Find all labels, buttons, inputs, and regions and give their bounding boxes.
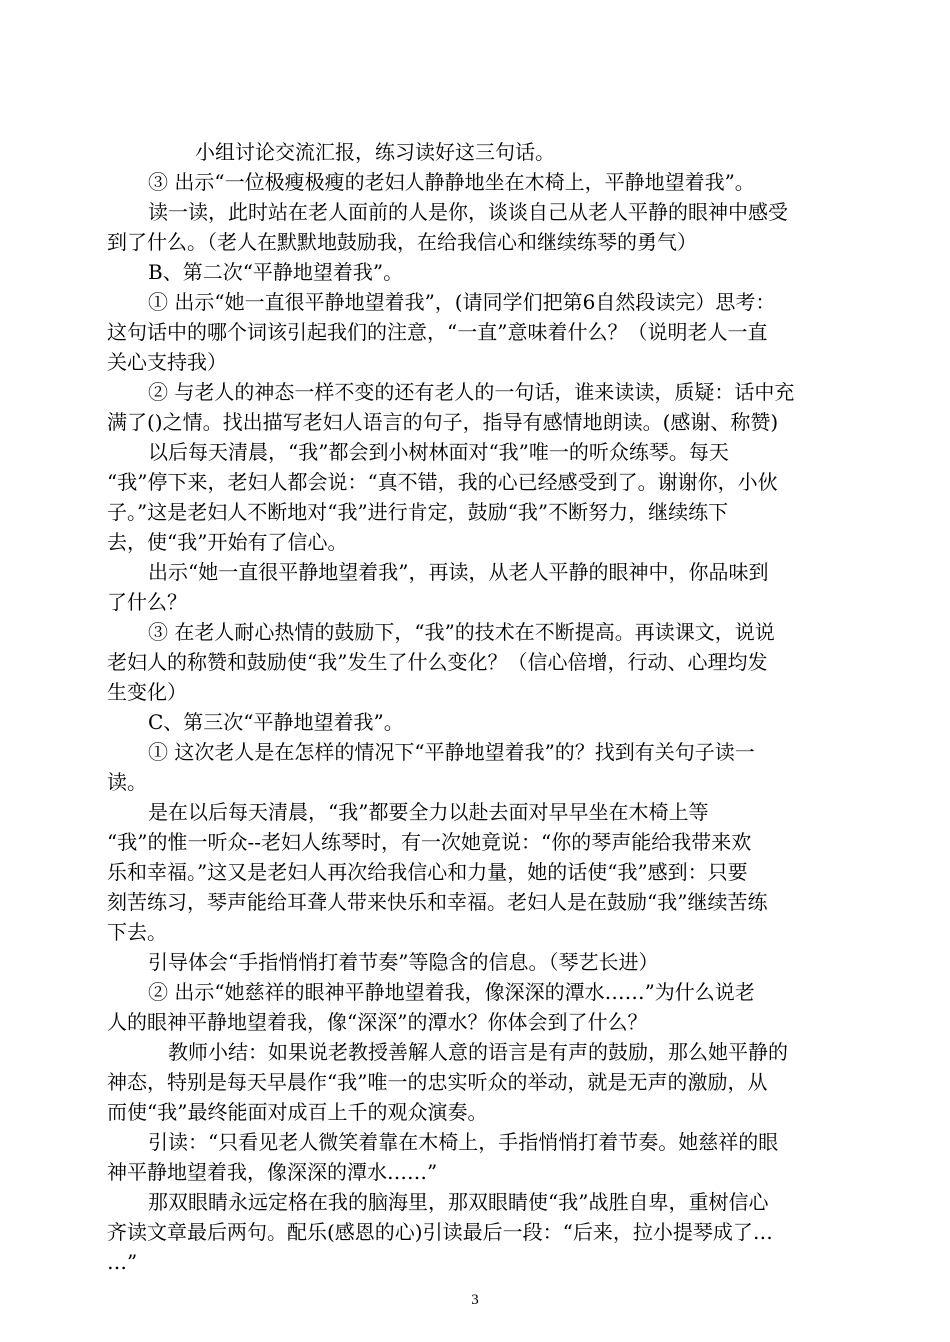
text-line: ③ 在老人耐心热情的鼓励下，“我”的技术在不断提高。再读课文，说说 xyxy=(148,620,775,644)
text-line: 子。”这是老妇人不断地对“我”进行肯定，鼓励“我”不断努力，继续练下 xyxy=(107,500,729,524)
text-line: 老妇人的称赞和鼓励使“我”发生了什么变化？（信心倍增，行动、心理均发 xyxy=(107,650,768,674)
text-line: 引导体会“手指悄悄打着节奏”等隐含的信息。（琴艺长进） xyxy=(148,950,659,974)
text-line: 齐读文章最后两句。配乐(感恩的心)引读最后一段：“后来，拉小提琴成了… xyxy=(107,1220,773,1244)
text-line: “我”停下来，老妇人都会说：“真不错，我的心已经感受到了。谢谢你，小伙 xyxy=(107,470,778,494)
text-line: ③ 出示“一位极瘦极瘦的老妇人静静地坐在木椅上，平静地望着我”。 xyxy=(148,170,755,194)
text-line: ② 与老人的神态一样不变的还有老人的一句话，谁来读读，质疑：话中充 xyxy=(148,380,795,404)
text-line: 下去。 xyxy=(107,920,167,944)
text-line: C、第三次“平静地望着我”。 xyxy=(148,710,404,734)
text-line: 神平静地望着我，像深深的潭水……” xyxy=(107,1160,438,1184)
text-line: 人的眼神平静地望着我，像“深深”的潭水？你体会到了什么？ xyxy=(107,1010,648,1034)
text-line: B、第二次“平静地望着我”。 xyxy=(148,260,404,284)
text-line: 而使“我”最终能面对成百上千的观众演奏。 xyxy=(107,1100,488,1124)
text-line: 满了()之情。找出描写老妇人语言的句子，指导有感情地朗读。(感谢、称赞) xyxy=(107,410,779,434)
text-line: 到了什么。（老人在默默地鼓励我，在给我信心和继续练琴的勇气） xyxy=(107,230,697,254)
text-line: 是在以后每天清晨，“我”都要全力以赴去面对早早坐在木椅上等 xyxy=(148,800,709,824)
text-line: 神态，特别是每天早晨作“我”唯一的忠实听众的举动，就是无声的激励，从 xyxy=(107,1070,768,1094)
text-line: 读一读，此时站在老人面前的人是你，谈谈自己从老人平静的眼神中感受 xyxy=(148,200,788,224)
text-line: …” xyxy=(107,1250,138,1274)
text-line: ① 出示“她一直很平静地望着我”，(请同学们把第6自然段读完）思考： xyxy=(148,290,776,314)
text-line: 出示“她一直很平静地望着我”，再读，从老人平静的眼神中，你品味到 xyxy=(148,560,769,584)
text-line: ② 出示“她慈祥的眼神平静地望着我，像深深的潭水……”为什么说老 xyxy=(148,980,755,1004)
text-line: 乐和幸福。”这又是老妇人再次给我信心和力量，她的话使“我”感到：只要 xyxy=(107,860,748,884)
text-line: 读。 xyxy=(107,770,147,794)
text-line: “我”的惟一听众--老妇人练琴时，有一次她竟说：“你的琴声能给我带来欢 xyxy=(107,830,752,854)
text-line: 关心支持我） xyxy=(107,350,227,374)
text-line: 生变化） xyxy=(107,680,187,704)
text-line: 去，使“我”开始有了信心。 xyxy=(107,530,348,554)
text-line: 刻苦练习，琴声能给耳聋人带来快乐和幸福。老妇人是在鼓励“我”继续苦练 xyxy=(107,890,768,914)
text-line: 这句话中的哪个词该引起我们的注意，“一直”意味着什么？（说明老人一直 xyxy=(107,320,768,344)
text-line: 小组讨论交流汇报，练习读好这三句话。 xyxy=(195,140,555,164)
text-line: 以后每天清晨，“我”都会到小树林面对“我”唯一的听众练琴。每天 xyxy=(148,440,729,464)
text-line: 引读：“只看见老人微笑着靠在木椅上，手指悄悄打着节奏。她慈祥的眼 xyxy=(148,1130,779,1154)
text-line: 教师小结：如果说老教授善解人意的语言是有声的鼓励，那么她平静的 xyxy=(168,1040,788,1064)
text-line: 那双眼睛永远定格在我的脑海里，那双眼睛使“我”战胜自卑，重树信心 xyxy=(148,1190,769,1214)
page-number: 3 xyxy=(471,1292,479,1308)
text-line: 了什么？ xyxy=(107,590,187,614)
text-line: ① 这次老人是在怎样的情况下“平静地望着我”的？找到有关句子读一 xyxy=(148,740,755,764)
